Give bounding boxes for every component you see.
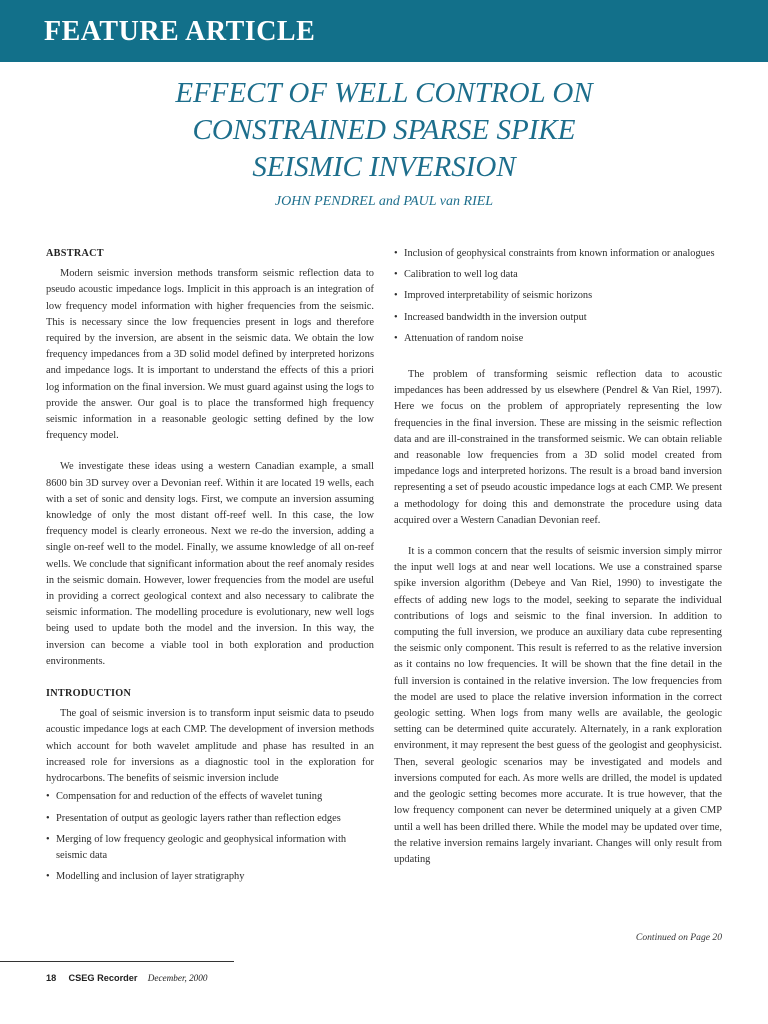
left-column [46, 246, 374, 890]
bullet-icon: • [394, 248, 398, 259]
list-item: • Attenuation of random noise [394, 331, 722, 347]
continued-note: Continued on Page 20 [635, 932, 722, 943]
abstract-heading: ABSTRACT [46, 248, 104, 259]
benefits-list-right [394, 246, 722, 347]
list-item: • Increased bandwidth in the inversion output [394, 310, 722, 326]
bullet-icon: • [394, 311, 398, 323]
list-item: • Inclusion of geophysical constraints from known information or analogues [394, 246, 722, 262]
benefits-list-left [46, 789, 374, 885]
page-footer [46, 973, 207, 983]
bullet-icon: • [46, 871, 50, 883]
right-column [394, 246, 722, 868]
title-line: EFFECT OF WELL CONTROL ON [175, 77, 593, 109]
list-item: • Compensation for and reduction of the effects of wavelet tuning [46, 789, 374, 805]
bullet-icon: • [394, 332, 398, 344]
issue-date: December, 2000 [147, 973, 208, 983]
list-item: • Presentation of output as geologic layers rather than reflection edges [46, 811, 374, 827]
publication-name: CSEG Recorder [68, 973, 138, 983]
page-number: 18 [46, 973, 57, 983]
abstract-paragraph-1: Modern seismic inversion methods transform seismic reflection data to pseudo acoustic impedance logs. Implicit in this approach is an integration of low frequency model information with higher frequencies from the seismic. This is necessary since the low frequencies present in logs and therefore required by the inversion, are absent in the seismic data. We obtain the low frequency impedances from a 3D solid model defined by interpreted horizons and impedance logs. It is important to understand the effects of this a priori log information on the final inversion. We must guard against using the logs to provide the answer. Our goal is to place the transformed high frequency seismic information in a reasonable geologic setting defined by the low frequency model. [46, 268, 374, 442]
introduction-heading: INTRODUCTION [46, 688, 132, 700]
body-paragraph-2: It is a common concern that the results of seismic inversion simply mirror the input well logs at and near well locations. We use a constrained sparse spike inversion algorithm (Debeye and Van Riel, 1990) to investigate the effects of adding new logs to the model, seeking to separate the individual contributions of logs and seismic to the final inversion. In addition to computing the full inversion, we produce an auxiliary data cube representing the seismic only component. This result is referred to as the relative inversion as it contains no low frequencies. It will be shown that the fine detail in the full inversion is contained in the relative inversion. The low frequencies from the model are used to place the relative inversion information in the correct geologic setting. When logs from many wells are available, the geologic setting can be determined quite accurately. Alternately, in a rank exploration environment, it may represent the best guess of the geologist and geophysicist. Then, several geologic scenarios may be investigated and models and inversions computed for each. As more wells are drilled, the model is updated and the geologic setting becomes more accurate. It is true however, that the low frequency component can never be determined uniquely at a given CMP until a well has been drilled there. While the model may be updated over time, the relative inversion remains largely invariant. Changes will only result from updating [394, 546, 722, 865]
article-authors: JOHN PENDREL and PAUL van RIEL [274, 194, 494, 209]
abstract-paragraph-2: We investigate these ideas using a western Canadian example, a small 8600 bin 3D survey over a Devonian reef. Within it are located 19 wells, each with a set of sonic and density logs. First, we compute an inversion assuming knowledge of only the most distant off-reef well. In this case, the low frequency model is clearly erroneous. Next we re-do the inversion, adding a single on-reef well to the model. Finally, we assume knowledge of all on-reef wells. We conclude that significant information about the reef anomaly resides in the seismic domain. However, lower frequencies from the model are useful in providing a correct geological context and also necessary to calibrate the seismic information. The modelling procedure is evolutionary, new well logs being used to update both the model and the inversion. In this way, the inversion can become a viable tool in both exploration and production environments. [46, 461, 374, 667]
title-line: SEISMIC INVERSION [252, 151, 516, 183]
footer-divider [0, 961, 234, 962]
bullet-icon: • [394, 290, 398, 302]
bullet-icon: • [46, 812, 50, 824]
bullet-icon: • [394, 269, 398, 281]
list-item: • Merging of low frequency geologic and geophysical information with seismic data [46, 833, 347, 861]
list-item: • Modelling and inclusion of layer stratigraphy [46, 869, 374, 885]
bullet-icon: • [46, 791, 50, 803]
section-label: FEATURE ARTICLE [44, 16, 316, 47]
body-paragraph-1: The problem of transforming seismic reflection data to acoustic impedances has been addressed by us elsewhere (Pendrel & Van Riel, 1997). Here we focus on the problem of appropriately representing the low frequencies in the final inversion. These are missing in the seismic reflection data and are ill-constrained in the transformed seismic. We can obtain reliable and reasonable low frequencies from a 3D solid model created from impedance logs and interpreted horizons. The result is a broad band inversion representing a set of pseudo acoustic impedance logs at each CMP. We present a methodology for doing this and demonstrate the procedure using data acquired over a Western Canadian Devonian reef. [394, 369, 722, 526]
feature-banner [0, 0, 768, 62]
introduction-paragraph-1: The goal of seismic inversion is to transform input seismic data to pseudo acoustic impedance logs at each CMP. The development of inversion methods which account for both wavelet amplitude and phase has resulted in an increased role for inversions as a diagnostic tool in the exploration for hydrocarbons. The benefits of seismic inversion include [46, 708, 374, 785]
title-line: CONSTRAINED SPARSE SPIKE [192, 114, 576, 146]
list-item: • Improved interpretability of seismic horizons [394, 288, 722, 304]
bullet-icon: • [46, 833, 50, 845]
article-title [80, 75, 688, 186]
list-item: • Calibration to well log data [394, 267, 722, 283]
